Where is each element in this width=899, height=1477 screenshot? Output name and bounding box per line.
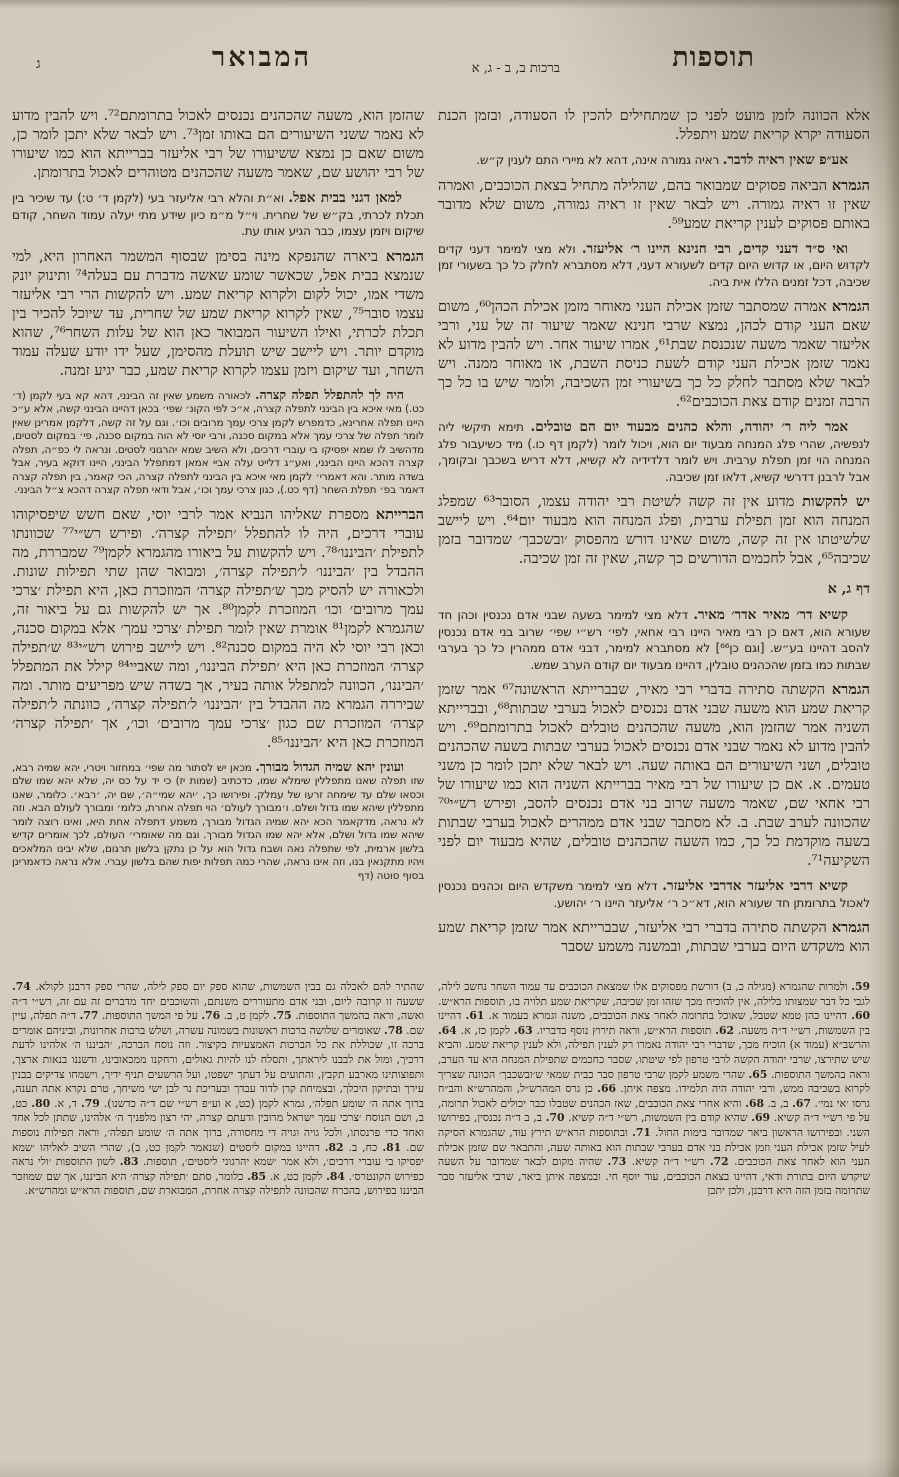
paragraph (438, 106, 870, 145)
footnote (98, 1009, 220, 1022)
paragraph-lead: הגמרא (831, 919, 870, 936)
paragraph (438, 176, 870, 234)
paragraph-body: הקשתה סתירה בדברי רבי מאיר, שבברייתא הראשונה⁶⁷ אמר שזמן קריאת שמע הוא משעה שבני אדם נכנסים לאכול בערבי שבתות⁶⁸, ובברייתא השניה אמר שהזמן הוא, משעה שהכהנים טובלים לאכול בתרומתם⁶⁹. ויש להבין מדוע לא נאמר שבני אדם נכנסים לאכול בערבי שבתות בשעה שהכהנים טובלים, ושני השיעורים הם באותה שעה. ויש לבאר שלא יתכן לומר כן משני טעמים. א. אם כן שיעורו של רבי מאיר בברייתא השניה הוא כמו שיעורו של רבי אחאי שם, שאמר משעה שרוב בני אדם נכנסים להסב, ופירש רש״י⁷⁰ שהכוונה לערב שבת. ב. לא מסתבר שבני אדם ממהרים לאכול בערבי שבתות בשעה מוקדמת כל כך, כמו השעה שהכהנים טובלים, שהיא מבעוד יום לפני השקיעה⁷¹. (438, 682, 870, 869)
paragraph-body: דלא מצי למימר בשעה שבני אדם נכנסין וכהן חד שעורא הוא, דאם כן רבי מאיר היינו רבי אחאי, לפי׳ רש״י שפי׳ שרוב בני אדם נכנסין להסב דהיינו בע״ש. [וגם כן⁶⁶] לא מסתברא למימר, דבני אדם ממהרין כל כך בערבי שבתות כמו בזמן שהכהנים טובלין, דהיינו מבעוד יום קודם הערב שמש. (438, 608, 870, 672)
footnote-text: דהיינו כהן טמא שטבל, שאוכל בתרומה לאחר צאת הכוכבים, משנה וגמרא בעמוד א. (484, 1009, 852, 1023)
paragraph (438, 419, 870, 485)
daf-reference: ברכות ב, ב - ג, א (471, 61, 560, 76)
footnotes-column-left (12, 980, 424, 1199)
footnote-text: לקמן כט, א. (265, 1169, 327, 1183)
footnote-number: 77. (79, 1009, 99, 1023)
footnote-number: 72. (709, 1155, 729, 1169)
paragraph-body: מכאן יש לסתור מה שפי׳ במחזור ויטרי, יהא שמיה רבא, שזו תפלה שאנו מתפללין שימלא שמו, כדכתיב (שמות יז) כי יד על כס יה, שלא יהא שמו שלם וכסאו שלם עד שימחה זרעו של עמלק. ופירושו כך, ׳יהא שמי״ה׳, שם יה, ׳רבא׳. כלומר, שאנו מתפללין שיהא שמו גדול ושלם. ו׳מבורך לעולם׳ הוי תפלה אחרת, כלומ׳ ומבורך לעולם הבא. וזה לא נראה, מדקאמר הכא יהא שמיה הגדול מבורך, משמע דתפלה אחת היא, ואינו רוצה לומר שיהא שמו גדול ושלם, אלא יהא שמו הגדול מבורך. וגם מה שאומרי׳ העולם, לכך אומרים קדיש בלשון ארמית, לפי שתפלה נאה ושבח גדול הוא על כן נתקן בלשון תרגום, שלא יבינו המלאכים ויהיו מתקנאין בנו, וזה אינו נראה, שהרי כמה תפלות יפות שהם בלשון עברי. אלא נראה כדאמרינן בסוף סוטה (דף (12, 761, 424, 882)
paragraph (438, 680, 870, 871)
paragraph-lead: הגמרא (831, 681, 870, 698)
footnote (343, 1141, 401, 1154)
paragraph-lead: היה לך להתפלל תפלה קצרה. (255, 386, 404, 402)
footnote-text: על פי המשך התוספות. (98, 1009, 202, 1023)
footnote (484, 1009, 870, 1022)
footnote-text: ולמרות שהגמרא (מגילה כ, ב) דורשת מפסוקים אלו שמצאת הכוכבים עד עמוד השחר נחשב לילה, לגבי כל דבר שמצותו בלילה, אין להוכיח מכך שזהו זמן שכיבה, שקריאת שמע תלויה בו, תוספות הרא״ש. (438, 980, 870, 1008)
footnote (266, 1170, 345, 1183)
footnotes (0, 964, 899, 1199)
paragraph-lead: ועונין יהא שמיה הגדול מבורך. (255, 758, 404, 774)
footnote (533, 1024, 734, 1037)
footnote (438, 980, 870, 1008)
paragraph (438, 297, 870, 412)
footnote-text: ששעה זו קרובה ליום, ובני אדם מתעוררים משנתם, והשוכבים יחד מדברים זה עם זה, רש״י ד״ה ואשה, וראה בהמשך התוספות. (12, 994, 424, 1023)
paragraph (438, 492, 870, 569)
paragraph-lead: הגמרא (385, 247, 424, 265)
footnote-text: כח, ב. (343, 1140, 383, 1154)
footnote-text: לקמן ט, ב. (220, 1009, 273, 1023)
paragraph-lead: ואי ס״ד דעני קדים, רבי חנינא היינו ר׳ אליעזר. (581, 240, 848, 257)
footnote-text: רש״י ד״ה קשיא. (626, 1155, 710, 1169)
paragraph-lead: למאן דגני בבית אפל. (288, 190, 402, 206)
footnote-text: שהיא קודם בין השמשות, רש״י ד״ה קשיא. (564, 1111, 752, 1125)
page-header (0, 0, 899, 98)
paragraph-body: הקשתה סתירה בדברי רבי אליעזר, שבברייתא אמר שזמן קריאת שמע הוא משקדש היום בערבי שבתות, ובמשנה משמע שסבר (438, 920, 870, 955)
footnote (565, 1111, 771, 1124)
paragraph-body: הביאה פסוקים שמבואר בהם, שהלילה מתחיל בצאת הכוכבים, ואמרה שאין זו ראיה גמורה. ויש לבאר שאין זו ראיה גמורה, משום שלא מדובר באותם פסוקים לענין קריאת שמע⁵⁹. (438, 177, 870, 232)
footnote-text: לשון התוספות ׳ולי נראה כפירוש הקונטרס׳. (12, 1155, 424, 1183)
paragraph-body: מדוע אין זה קשה לשיטת רבי יהודה עצמו, הסובר⁶³ שמפלג המנחה הוא זמן תפילת ערבית, ופלג המנחה הוא מבעוד יום⁶⁴. ויש ליישב שלשיטתו אין זה קשה, משום שאינו דורש מהפסוק ׳ובשכבך׳ שמדובר בזמן שכיבה⁶⁵, אבל לחכמים הדורשים כך קשה, שאין זה זמן שכיבה. (438, 494, 870, 567)
paragraph-lead: קשיא דר׳ מאיר אדר׳ מאיר. (693, 607, 849, 623)
paragraph-body: ולא מצי למימר דעני קדים לקדוש היום, או קדוש היום קדים לשעורא דעני, דלא מסתברא לחלק כל כך בשעורי זמן שכיבה, דכל זמנים הללו אית ביה. (438, 241, 870, 289)
footnote (764, 1097, 811, 1110)
footnote-number: 60. (851, 1009, 870, 1023)
footnote-text: ד, א. (50, 1096, 81, 1110)
footnote-text: דהיינו במקום ליסטים (שנאמר לקמן כט, ב), שהרי השיב לאליהו ׳שמא יפסיקו בי עוברי דרכים׳, ולא אמר ׳שמא יהרגוני ליסטים׳, תוספות. (12, 1140, 424, 1169)
paragraph-lead: דף ג, א (827, 581, 870, 597)
footnote-text: שאומרים שלושה ברכות ראשונות בשמונה עשרה, ושלש ברכות אחרונות, וביניהם אומרים ברכה זו, שכוללת את כל הברכות האמצעיות בקיצור. וזה נוסח הברכה, ׳הביננו ה׳ אלהינו לדעת דרכיך, ומול את לבבנו ליראתך, ותסלח לנו להיות גאולים, ורחקנו ממכאובינו, ודשננו בנאות ארצך, ותפוצותינו מארבע תקבץ, והתועים על דעתך ישפטו, ועל הרשעים תניף ידיך, וישמחו צדיקים בבנין עירך ובתיקון היכלך, ובצמיחת קרן לדוד עבדך ובעריכת נר לבן ישי משיחך, טרם נקרא אתה תענה, ברוך אתה ה׳ שומע תפלה׳, גמרא לקמן (כט, א וע״פ רש״י שם ד״ה כדשנו). (12, 1023, 424, 1110)
footnote-number: 67. (792, 1096, 811, 1110)
footnote-number: 70. (545, 1111, 565, 1125)
footnote-text: שהיה מקום לבאר שמדובר על השעה שיקדש היום בתורת ודאי, דהיינו בצאת הכוכבים, עוד יוסף חי. ובמצפה איתן ביאר, שרבי אליעזר סבר שתרומה בזמן הזה היא דרבנן, ולכן יתכן (438, 1155, 870, 1198)
footnote-continuation: שהתיר להם לאכלה גם בבין השמשות, שהוא ספק יום ספק לילה, שהרי ספק דרבנן לקולא. (30, 980, 424, 993)
paragraph-body: ראיה גמורה אינה, דהא לא מיירי התם לענין ק״ש. (476, 153, 723, 167)
paragraph (12, 505, 424, 753)
footnote-text: כלומר, סתם ׳תפילה קצרה׳ היא הביננו, אך שם שמוזכר הביננו בפירוש, בהכרח שהכוונה לתפילה קצרה אחרת, המבוארת שם, תוספות הרא״ש ומהרש״א. (12, 1169, 424, 1198)
footnote-number: 80. (31, 1096, 51, 1110)
footnote-number: 73. (607, 1155, 627, 1169)
footnote-number: 84. (326, 1169, 345, 1183)
edition-title-hamevoar: המבואר (211, 42, 312, 73)
page-title-tosafot: תוספות (672, 42, 755, 73)
footnote-text: ובתוספות הרא״ש תירץ עוד, שהגמרא הסיקה לעיל שזמן אכילת העני וזמן אכילת בני אדם בערבי שבתות הוא באותה שעה, והתבאר שם שזמן אכילת העני הוא לאחר צאת הכוכבים. (438, 1125, 870, 1169)
footnote-number: 82. (324, 1140, 344, 1154)
paragraph-lead: הגמרא (831, 176, 870, 194)
footnote-number: 74. (12, 980, 31, 993)
footnote-text: ב, ב. (763, 1096, 793, 1110)
paragraph-body: דלא מצי למימר משקדש היום וכהנים נכנסין לאכול בתרומתן חד שעורא הוא, דא״כ ר׳ אליעזר היינו ר׳ יהושע. (438, 879, 870, 910)
footnote (457, 1024, 533, 1037)
paragraph-body: וא״ת והלא רבי אליעזר בעי (לקמן ד׳ ט:) עד שיכיר בין תכלת לכרתי, בק״ש של שחרית. וי״ל מ״מ כיון שידע מתי יעלה עמוד השחר, קודם שיקום ויזמן עצמו, כבר הגיע אותו עת. (12, 191, 424, 238)
footnote-number: 65. (748, 1067, 768, 1081)
footnote-number: 69. (751, 1111, 771, 1125)
paragraph-body: אמרה שמסתבר שזמן אכילת העני מאוחר מזמן אכילת הכהן⁶⁰, משום שאם העני קודם לכהן, נמצא שרבי חנינא שאמר שיעור זה של עני, ורבי אליעזר שאמר משעה שנכנסת שבת⁶¹, אמרו שיעור אחר. ויש להבין מדוע לא נאמר שזמן אכילת העני קודם לשעת כניסת השבת, או מאוחר ממנה. ויש לבאר שלא מסתבר לחלק כל כך בשיעורי זמן השכיבה, ולומר שיש בו כל כך הרבה זמנים קודם צאת הכוכבים⁶². (438, 299, 870, 410)
paragraph (438, 241, 870, 291)
paragraph-body: אלא הכוונה לזמן מועט לפני כן שמתחילים להכין לו הסעודה, ובזמן הכנת הסעודה יקרא קריאת שמע ויתפלל. (438, 108, 870, 143)
footnote-number: 64. (438, 1023, 457, 1037)
paragraph-body: לכאורה משמע שאין זה הבינני, דהא קא בעי לקמן (ד׳ כט.) מאי איכא בין הבינני לתפלה קצרה, א״כ לפי הקונ׳ שפי׳ בכאן דהיינו הבינני קשה, אלא ע״כ היינו תפלה אחרינא, כדמפרש לקמן צרכי עמך מרובים וכו׳. וגם על זה קשה, דלקמן אמרינן שאין לומר תפלה של צרכי עמך אלא במקום סכנה, ורבי יוסי לא הוה במקום סכנה, פי׳ במקום לסטים, מדהשיב לו שמא יפסיקו בי עוברי דרכים, ולא השיב שמא יהרגוני לסטים. ונראה לי כפ״ה, תפלה קצרה דהכא היינו הבינני, ואע״ג דלייט עלה אביי אמאן דמתפלל הבינני, היינו דוקא בעיר, אבל בשדה מותר. והא דאמרי׳ לקמן מאי איכא בין הבינני לתפלה קצרה, הכי קאמר, בין תפלה קצרה דאמר בפ׳ תפלת השחר (דף כט.), כגון צרכי עמך וכו׳, אבל ודאי תפלה קצרה דהכא צ״ל הבינני. (12, 389, 424, 496)
footnote-number: 79. (80, 1096, 100, 1110)
footnote-number: 85. (247, 1169, 266, 1183)
footnote-number: 81. (382, 1140, 402, 1154)
footnote-text: ב, ב ד״ה נכנסין, בפירושו השני. ובפירושו הראשון ביאר שמדובר בימות החול. (438, 1111, 870, 1139)
column-right (438, 106, 870, 964)
footnote-number: 75. (272, 1009, 292, 1023)
paragraph (12, 190, 424, 240)
footnote-number: 59. (851, 980, 870, 993)
footnote (626, 1155, 728, 1168)
paragraph (438, 152, 870, 169)
paragraph-lead: אמר ליה ר׳ יהודה, והלא כהנים מבעוד יום הם טובלים. (530, 419, 848, 435)
paragraph (438, 607, 870, 673)
paragraph-lead: אע״פ שאין ראיה לדבר. (722, 152, 848, 168)
footnotes-paragraph (438, 980, 870, 1199)
paragraph-lead: הברייתא (375, 505, 424, 523)
footnote-number: 78. (383, 1023, 403, 1037)
footnote (220, 1009, 292, 1022)
paragraph (12, 388, 424, 498)
paragraph (438, 581, 870, 598)
footnote-text: לקמן כז, א. (456, 1023, 514, 1037)
paragraph (438, 878, 870, 911)
footnote-text: והיא אחרי צאת הכוכבים, שאז הכהנים שטבלו כבר יכולים לאכול תרומה, על פי רש״י ד״ה קשיא. (438, 1096, 871, 1125)
footnote (50, 1097, 100, 1110)
paragraph (12, 247, 424, 381)
page-letter: ג (36, 56, 41, 72)
footnote-number: 61. (465, 1009, 485, 1023)
footnote-number: 66. (597, 1082, 616, 1096)
paragraph-body: מספרת שאליהו הנביא אמר לרבי יוסי, שאם חשש שיפסיקוהו עוברי דרכים, היה לו להתפלל ׳תפילה קצרה׳. ופירש רש״י⁷⁷ שכוונתו לתפילת ׳הביננו׳⁷⁸. ויש להקשות על ביאורו מהגמרא לקמן⁷⁹ שמבררת, מה ההבדל בין ׳הביננו׳ ל׳תפילה קצרה׳, ומבואר שהן שתי תפילות שונות. ולכאורה יש להסיק מכך ש׳תפילה קצרה׳ המוזכרת כאן, היא תפילת ׳צרכי עמך מרובים׳ וכו׳ המוזכרת לקמן⁸⁰. אך יש להקשות גם על ביאור זה, שהגמרא לקמן⁸¹ אומרת שאין לומר תפילת ׳צרכי עמך׳ אלא במקום סכנה, וכאן רבי יוסי לא היה במקום סכנה⁸². ויש ליישב פירוש רש״י⁸³ ש׳תפילה קצרה׳ המוזכרת כאן היא ׳תפילת הביננו׳, ומה שאביי⁸⁴ קילל את המתפלל ׳הביננו׳, הכוונה למתפלל אותה בעיר, אך בשדה שיש מפריעים מותר. ומה שביררה הגמרא מה ההבדל בין ׳הביננו׳ ל׳תפילה קצרה׳, כוונתה ל׳תפילה קצרה׳ המוזכרת שם כגון ׳צרכי עמך מרובים׳ וכו׳, אך ׳תפילה קצרה׳ המוזכרת כאן היא ׳הביננו׳⁸⁵. (12, 506, 425, 751)
paragraph-lead: הגמרא (831, 298, 870, 315)
footnote-number: 71. (632, 1125, 651, 1139)
main-text (0, 98, 899, 964)
paragraph-body: ביארה שהנפקא מינה בסימן שבסוף המשמר האחרון היא, למי שנמצא בבית אפל, שכאשר שומע שאשה מדברת עם בעלה⁷⁴ ותינוק יונק משדי אמו, יכול לקום ולקרוא קריאת שמע. ויש להקשות הרי רבי אליעזר עצמו סובר⁷⁵, שאין לקרוא קריאת שמע של שחרית, עד שיוכל להכיר בין תכלת לכרתי, ואילו השיעור המבואר כאן הוא של עלות השחר⁷⁶, שהוא מוקדם יותר. ויש ליישב שיש תועלת מהסימן, שעל ידו יודע שעלה עמוד השחר, ועד שיקום ויזמן עצמו לקרוא קריאת שמע, כבר יגיע זמנה. (12, 248, 425, 379)
paragraph-lead: קשיא דרבי אליעזר אדרבי אליעזר. (662, 878, 848, 894)
footnote-text: כן גרס המהרש״ל, והמהרש״א והב״ח גרסו ׳אי נמי׳. (438, 1082, 870, 1110)
paragraph-body: שהזמן הוא, משעה שהכהנים נכנסים לאכול בתרומתם⁷². ויש להבין מדוע לא נאמר ששני השיעורים הם באותו זמן⁷³. ויש לבאר שלא יתכן לומר כן, משום שאם כן נמצא ששיעורו של רבי אליעזר בברייתא הוא כמו שיעורו של רבי יהושע שם, שאמר משעה שהכהנים מטוהרים לאכול בתרומתן. (12, 108, 425, 181)
paragraph-body: תימא תיקשי ליה לנפשיה, שהרי פלג המנחה מבעוד יום הוא, ויכול לומר (לקמן דף כו.) מיד כשיעבור פלג המנחה הוי זמן תפלת ערבית. ויש לומר דלדידיה לא קשיא, דלא דריש בשכבך ובקומך, אבל לרבנן דדרשי קשיא, דלאו זמן שכיבה. (438, 420, 870, 484)
footnotes-column-right (438, 980, 870, 1199)
footnote-text: דהיינו בין השמשות, רש״י ד״ה משעה. (438, 1009, 870, 1037)
footnote-text: כט, ב, ושם הנוסח ׳צרכי עמך ישראל מרובין ודעתם קצרה, יהי רצון מלפניך ה׳ אלהינו, שתתן לכל אחד ואחד כדי פרנסתו, ולכל גויה וגויה די מחסורה, ברוך אתה ה׳ שומע תפלה׳, וראה תפילות נוספות שם. (12, 1096, 424, 1154)
footnote-text: והרשב״א (עמוד א) הוכיח מכך, שדברי רבי יהודה נאמרו רק לענין תפילה, ולא לענין קריאת שמע. והביא שיש שתירצו, שרבי יהודה הקשה לרבי טרפון לפי שיטתו, שסבר כחכמים שתפילת המנחה היא עד הערב, וראה בהמשך התוספות. (438, 1038, 870, 1081)
footnote-number: 68. (745, 1096, 764, 1110)
column-left (12, 106, 424, 890)
footnote-text: שהרי משמע לקמן שרבי טרפון סבר כבית שמאי ש׳ובשכבך׳ הכוונה שצריך לקרוא בשכיבה ממש, ורבי יהודה היה תלמידו. מצפה איתן. (438, 1067, 870, 1096)
footnote-number: 62. (715, 1023, 734, 1037)
paragraph (12, 106, 424, 183)
footnotes-paragraph (12, 980, 424, 1199)
footnote-number: 76. (201, 1009, 221, 1023)
footnote-number: 83. (119, 1155, 139, 1169)
footnote-text: ד״ה תפלה, עיין שם. (12, 1009, 424, 1037)
paragraph (438, 918, 870, 957)
footnote-text: תוספות הרא״ש, וראה תירוץ נוסף בדבריו. (532, 1023, 716, 1037)
paragraph-lead: יש להקשות (802, 493, 870, 510)
footnote-number: 63. (513, 1023, 533, 1037)
paragraph (12, 760, 424, 884)
